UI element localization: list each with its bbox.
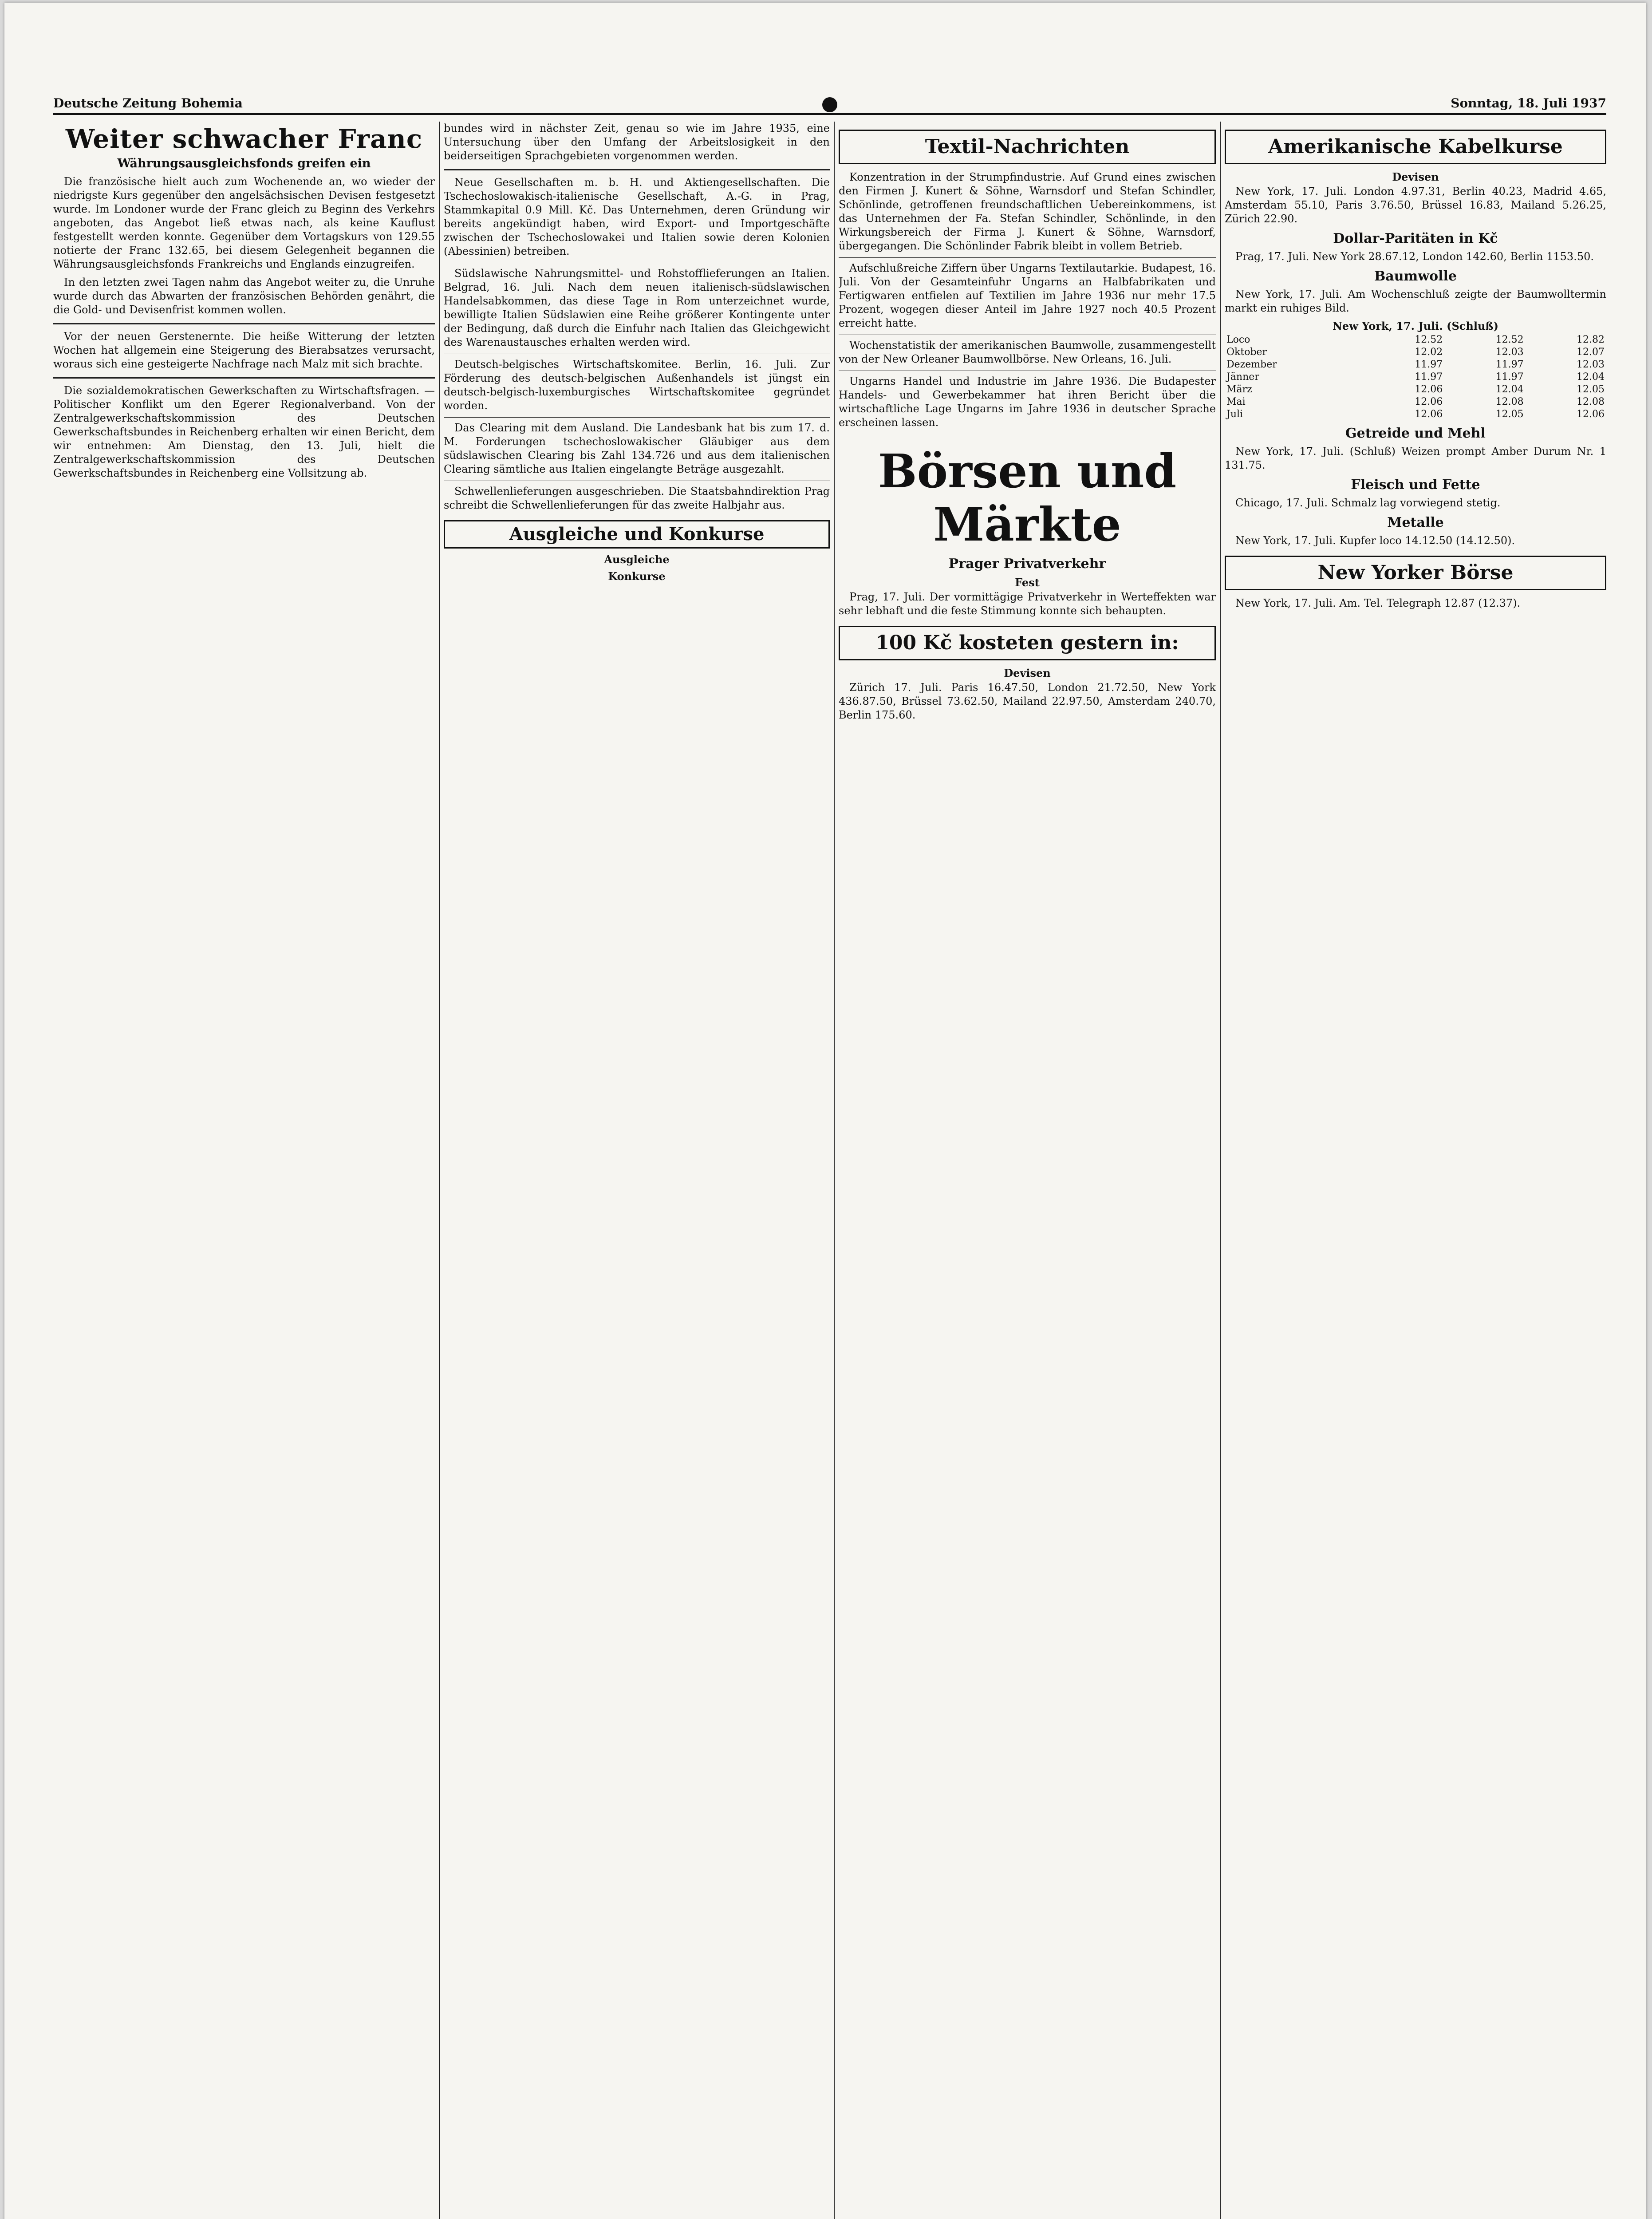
cotton-table-cell: 12.08: [1577, 396, 1605, 407]
devisen-label: Devisen: [1004, 667, 1051, 679]
article-paragraph: Zürich 17. Juli. Paris 16.47.50, London 21.72.50, New York 436.87.50, Brüssel 73.62.50, Mailand 22.97.50, Amsterdam 240.70, Berlin 175.60.: [839, 681, 1216, 721]
cotton-table-cell: 12.05: [1577, 384, 1605, 395]
article-paragraph: Deutsch-belgisches Wirtschaftskomitee. Berlin, 16. Juli. Zur Förderung des deutsch-belgischen Außenhandels ist jüngst ein deutsch-belgisch-luxemburgisches Wirtschaftskomitee gegründet worden.: [444, 358, 830, 412]
cotton-table-row: [1225, 371, 1606, 383]
cotton-table-cell: Mai: [1226, 396, 1246, 407]
article-paragraph: New York, 17. Juli. Kupfer loco 14.12.50 (14.12.50).: [1235, 534, 1515, 547]
cotton-label: Baumwolle: [1374, 268, 1457, 284]
cotton-table-cell: 12.03: [1495, 347, 1524, 358]
article-paragraph: Konzentration in der Strumpfindustrie. Auf Grund eines zwischen den Firmen J. Kunert & Söhne, Warnsdorf und Stefan Schindler, Schönlinde, getroffenen freundschaftlichen Uebereinkommens, ist das Unternehmen der Fa. Stefan Schindler, Schönlinde, in den Wirkungsbereich der Firma J. Kunert & Söhne, Warnsdorf, übergegangen. Die Schönlinder Fabrik bleibt in vollem Betrieb.: [839, 171, 1216, 252]
headline-franc: Weiter schwacher Franc: [65, 124, 423, 154]
cotton-table-cell: 12.08: [1495, 396, 1524, 407]
column-2: [444, 122, 830, 2219]
column-rule: [834, 122, 835, 2219]
article-paragraph: New York, 17. Juli. Am Wochenschluß zeigte der Baumwolltermin markt ein ruhiges Bild.: [1225, 288, 1606, 314]
article-paragraph: Die sozialdemokratischen Gewerkschaften zu Wirtschaftsfragen. — Politischer Konflikt um den Egerer Regionalverband. Von der Zentralgewerkschaftskommission des Deutschen Gewerkschaftsbundes in Reichenberg erhalten wir einen Bericht, dem wir entnehmen: Am Dienstag, den 13. Juli, hielt die Zentralgewerkschaftskommission des Deutschen Gewerkschaftsbundes in Reichenberg eine Vollsitzung ab.: [53, 384, 435, 479]
article-paragraph: Ungarns Handel und Industrie im Jahre 1936. Die Budapester Handels- und Gewerbekammer hat ihren Bericht über die wirtschaftliche Lage Ungarns im Jahre 1936 in deutscher Sprache erscheinen lassen.: [839, 375, 1216, 429]
cotton-table-cell: 12.06: [1415, 384, 1443, 395]
cotton-table-cell: 12.06: [1415, 409, 1443, 420]
column-rule: [439, 122, 440, 2219]
cotton-table-cell: 11.97: [1495, 359, 1524, 370]
cotton-table-cell: 12.04: [1495, 384, 1524, 395]
market-mood-label: Fest: [1015, 576, 1040, 589]
article-paragraph: Wochenstatistik der amerikanischen Baumwolle, zusammengestellt von der New Orleaner Baumwollbörse. New Orleans, 16. Juli.: [839, 339, 1216, 365]
section-rule: [444, 169, 830, 170]
cotton-table-cell: 12.06: [1577, 409, 1605, 420]
section-rule: [53, 323, 435, 324]
article-paragraph: Die französische hielt auch zum Wochenende an, wo wieder der niedrigste Kurs gegenüber den angelsächsischen Devisen festgesetzt wurde. Im Londoner wurde der Franc gleich zu Beginn des Verkehrs angeboten, das Angebot ließ etwas nach, als keine Kauflust festgestellt werden konnte. Gegenüber dem Vortagskurs von 129.55 notierte der Franc 132.65, bei diesem Gelegenheit begannen die Währungsausgleichsfonds Frankreichs und Englands einzugreifen.: [53, 175, 435, 270]
headline-textil: Textil-Nachrichten: [839, 130, 1216, 164]
cotton-table-cell: Loco: [1226, 334, 1250, 345]
article-paragraph: Prag, 17. Juli. Der vormittägige Privatverkehr in Werteffekten war sehr lebhaft und die feste Stimmung konnte sich behaupten.: [839, 591, 1216, 617]
article-paragraph: Südslawische Nahrungsmittel- und Rohstofflieferungen an Italien. Belgrad, 16. Juli. Nach dem neuen italienisch-südslawischen Handelsabkommen, das diese Tage in Rom unterzeichnet wurde, bewilligte Italien Südslawien eine Reihe größerer Kontingente unter der Bedingung, daß durch die Einfuhr nach Italien das Gleichgewicht des Warenaustausches erhalten werden wird.: [444, 267, 830, 348]
cotton-table-cell: Oktober: [1226, 347, 1267, 358]
cotton-table-cell: 12.07: [1577, 347, 1605, 358]
divider: [839, 257, 1216, 258]
headline-boersen: Börsen und Märkte: [878, 444, 1177, 552]
divider: [444, 417, 830, 418]
devisen-label: Devisen: [1392, 170, 1439, 183]
headline-kabelkurse: Amerikanische Kabelkurse: [1225, 130, 1606, 164]
article-paragraph: In den letzten zwei Tagen nahm das Angebot weiter zu, die Unruhe wurde durch das Abwarten der französischen Behörden genährt, die die Gold- und Devisenfrist kommen wollen.: [53, 276, 435, 316]
cotton-table-row: [1225, 408, 1606, 421]
cotton-table-row: [1225, 396, 1606, 408]
cotton-table-cell: Juli: [1226, 409, 1243, 420]
cotton-table-cell: 12.52: [1415, 334, 1443, 345]
article-paragraph: Schwellenlieferungen ausgeschrieben. Die Staatsbahndirektion Prag schreibt die Schwellenlieferungen für das zweite Halbjahr aus.: [444, 485, 830, 511]
ausgleiche-label: Ausgleiche: [604, 553, 670, 566]
cotton-table-row: [1225, 383, 1606, 396]
article-paragraph: Das Clearing mit dem Ausland. Die Landesbank hat bis zum 17. d. M. Forderungen tschechoslowakischer Gläubiger aus dem südslawischen Clearing bis Zahl 134.726 und aus dem italienischen Clearing sämtliche aus Italien eingelangte Beträge ausgezahlt.: [444, 422, 830, 475]
headline-ausgleiche: Ausgleiche und Konkurse: [444, 520, 830, 549]
konkurse-label: Konkurse: [608, 570, 666, 583]
subhead-franc: Währungsausgleichsfonds greifen ein: [117, 157, 371, 170]
cotton-table-cell: Jänner: [1226, 371, 1259, 383]
cotton-table-cell: 12.06: [1415, 396, 1443, 407]
article-paragraph: New York, 17. Juli. Am. Tel. Telegraph 12.87 (12.37).: [1235, 597, 1521, 609]
section-rule: [53, 377, 435, 379]
cotton-table-cell: 11.97: [1415, 359, 1443, 370]
cotton-table-cell: 11.97: [1495, 371, 1524, 383]
column-3: [839, 122, 1216, 2219]
headline-ny-boerse: New Yorker Börse: [1225, 556, 1606, 590]
cotton-table-row: [1225, 359, 1606, 371]
article-paragraph: Aufschlußreiche Ziffern über Ungarns Textilautarkie. Budapest, 16. Juli. Von der Gesamteinfuhr Ungarns an Halbfabrikaten und Fertigwaren entfielen auf Textilien im Jahre 1936 nur mehr 17.5 Prozent, wogegen dieser Anteil im Jahre 1927 noch 40.5 Prozent erreicht hatte.: [839, 262, 1216, 329]
headline-privatverkehr: Prager Privatverkehr: [948, 556, 1106, 572]
article-paragraph: Prag, 17. Juli. New York 28.67.12, London 142.60, Berlin 1153.50.: [1235, 250, 1594, 263]
article-paragraph: Chicago, 17. Juli. Schmalz lag vorwiegend stetig.: [1235, 497, 1501, 509]
cotton-table-cell: 12.52: [1495, 334, 1524, 345]
issue-date: Sonntag, 18. Juli 1937: [1451, 96, 1606, 111]
cotton-table-cell: 12.02: [1415, 347, 1443, 358]
cotton-table-cell: 11.97: [1415, 371, 1443, 383]
newspaper-name: Deutsche Zeitung Bohemia: [53, 96, 243, 111]
cotton-table-cell: Dezember: [1226, 359, 1277, 370]
getreide-label: Getreide und Mehl: [1345, 426, 1486, 441]
page-marker-dot: [822, 97, 837, 112]
newspaper-page: [4, 3, 1646, 2219]
masthead: [53, 94, 1606, 115]
cotton-table-cell: 12.03: [1577, 359, 1605, 370]
fleisch-label: Fleisch und Fette: [1351, 477, 1480, 493]
column-4: [1225, 122, 1606, 2219]
cotton-table-label: New York, 17. Juli. (Schluß): [1332, 320, 1499, 332]
cotton-table-row: [1225, 334, 1606, 346]
cotton-table-cell: 12.04: [1577, 371, 1605, 383]
metalle-label: Metalle: [1387, 515, 1444, 530]
cotton-table: [1225, 334, 1606, 421]
cotton-table-cell: März: [1226, 384, 1252, 395]
cotton-table-cell: 12.05: [1495, 409, 1524, 420]
article-paragraph: Vor der neuen Gerstenernte. Die heiße Witterung der letzten Wochen hat allgemein eine Steigerung des Bierabsatzes verursacht, woraus sich eine gesteigerte Nachfrage nach Malz mit sich brachte.: [53, 330, 435, 370]
article-paragraph: New York, 17. Juli. London 4.97.31, Berlin 40.23, Madrid 4.65, Amsterdam 55.10, Paris 3.76.50, Brüssel 16.83, Mailand 5.26.25, Zürich 22.90.: [1225, 185, 1606, 225]
article-paragraph: Neue Gesellschaften m. b. H. und Aktiengesellschaften. Die Tschechoslowakisch-italienische Gesellschaft, A.-G. in Prag, Stammkapital 0.9 Mill. Kč. Das Unternehmen, deren Gründung wir bereits angekündigt haben, wird Export- und Importgeschäfte zwischen der Tschechoslowakei und Italien sowie deren Kolonien (Abessinien) betreiben.: [444, 176, 830, 257]
rates-box-heading: 100 Kč kosteten gestern in:: [839, 626, 1216, 660]
column-1: [53, 122, 435, 2219]
dollar-parity-label: Dollar-Paritäten in Kč: [1333, 231, 1498, 246]
article-paragraph: New York, 17. Juli. (Schluß) Weizen prompt Amber Durum Nr. 1 131.75.: [1225, 445, 1606, 471]
column-rule: [1220, 122, 1221, 2219]
article-paragraph: bundes wird in nächster Zeit, genau so wie im Jahre 1935, eine Untersuchung über den Umfang der Arbeitslosigkeit in den beiderseitigen Sprachgebieten vorgenommen werden.: [444, 122, 830, 162]
cotton-table-cell: 12.82: [1577, 334, 1605, 345]
cotton-table-row: [1225, 346, 1606, 359]
